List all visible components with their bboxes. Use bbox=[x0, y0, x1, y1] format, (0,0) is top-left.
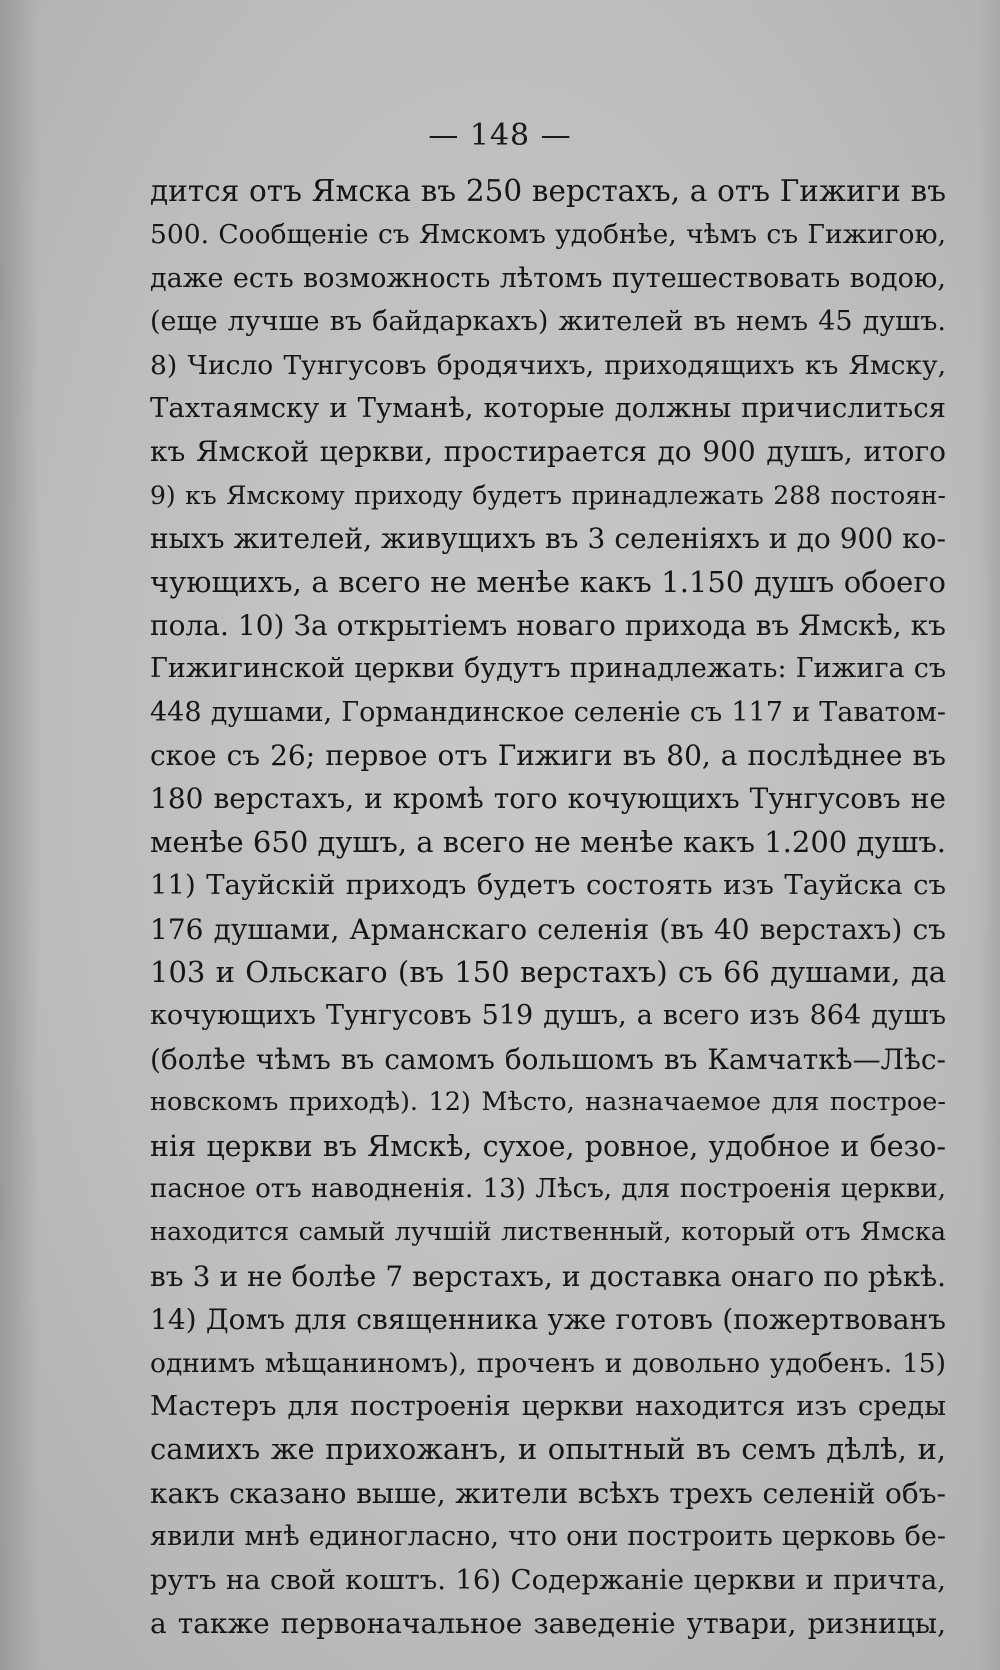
text-line: (еще лучше въ байдаркахъ) жителей въ немъ 45 душъ. bbox=[150, 306, 946, 338]
text-line: 8) Число Тунгусовъ бродячихъ, приходящихъ къ Ямску, bbox=[150, 349, 946, 381]
text-line: Гижигинской церкви будутъ принадлежать: Гижига съ bbox=[150, 653, 946, 685]
text-line: ское съ 26; первое отъ Гижиги въ 80, а послѣднее въ bbox=[150, 739, 946, 773]
text-line: къ Ямской церкви, простирается до 900 душъ, итого bbox=[150, 435, 946, 469]
text-line: даже есть возможность лѣтомъ путешествовать водою, bbox=[150, 262, 946, 294]
text-line: дится отъ Ямска въ 250 верстахъ, а отъ Гижиги въ bbox=[150, 174, 946, 208]
text-line: а также первоначальное заведеніе утвари, ризницы, bbox=[150, 1606, 946, 1640]
text-line: 500. Сообщеніе съ Ямскомъ удобнѣе, чѣмъ съ Гижигою, bbox=[150, 219, 946, 251]
text-line: 9) къ Ямскому приходу будетъ принадлежать 288 постоян- bbox=[150, 480, 946, 510]
page-edge-shadow bbox=[978, 0, 1000, 1670]
text-line: пола. 10) За открытіемъ новаго прихода въ Ямскѣ, къ bbox=[150, 608, 946, 642]
text-line: 103 и Ольскаго (въ 150 верстахъ) съ 66 душами, да bbox=[150, 955, 946, 990]
text-line: явили мнѣ единогласно, что они построить церковь бе- bbox=[150, 1521, 946, 1553]
text-line: 14) Домъ для священника уже готовъ (пожертвованъ bbox=[150, 1303, 946, 1337]
text-line: 176 душами, Арманскаго селенія (въ 40 верстахъ) съ bbox=[150, 912, 946, 946]
text-line: нія церкви въ Ямскѣ, сухое, ровное, удобное и безо- bbox=[150, 1129, 946, 1163]
text-line: рутъ на свой коштъ. 16) Содержаніе церкви и причта, bbox=[150, 1563, 946, 1596]
text-line: (болѣе чѣмъ въ самомъ большомъ въ Камчаткѣ—Лѣс- bbox=[150, 1042, 946, 1076]
text-line: находится самый лучшій лиственный, который отъ Ямска bbox=[150, 1217, 946, 1248]
text-line: самихъ же прихожанъ, и опытный въ семъ дѣлѣ, и, bbox=[150, 1432, 946, 1467]
text-line: 448 душами, Гормандинское селеніе съ 117 и Таватом- bbox=[150, 696, 946, 728]
text-line: ныхъ жителей, живущихъ въ 3 селеніяхъ и до 900 ко- bbox=[150, 522, 946, 556]
text-line: въ 3 и не болѣе 7 верстахъ, и доставка онаго по рѣкѣ. bbox=[150, 1259, 946, 1293]
text-line: пасное отъ наводненія. 13) Лѣсъ, для построенія церкви, bbox=[150, 1173, 946, 1204]
text-line: менѣе 650 душъ, а всего не менѣе какъ 1.200 душъ. bbox=[150, 824, 946, 859]
body-text bbox=[150, 170, 946, 1645]
text-line: 11) Тауйскій приходъ будетъ состоять изъ Тауйска съ bbox=[150, 869, 946, 902]
page-number: — 148 — bbox=[428, 118, 572, 153]
text-line: Мастеръ для построенія церкви находится изъ среды bbox=[150, 1389, 946, 1422]
text-line: кочующихъ Тунгусовъ 519 душъ, а всего изъ 864 душъ bbox=[150, 1000, 946, 1032]
text-line: новскомъ приходѣ). 12) Мѣсто, назначаемое для построе- bbox=[150, 1087, 946, 1118]
text-line: чующихъ, а всего не менѣе какъ 1.150 душъ обоего bbox=[150, 564, 946, 599]
text-line: 180 верстахъ, и кромѣ того кочующихъ Тунгусовъ не bbox=[150, 782, 946, 816]
text-line: какъ сказано выше, жители всѣхъ трехъ селеній объ- bbox=[150, 1476, 946, 1510]
text-line: однимъ мѣщаниномъ), проченъ и довольно удобенъ. 15) bbox=[150, 1347, 946, 1379]
page-gutter-shadow bbox=[0, 0, 40, 1670]
text-line: Тахтаямску и Туманѣ, которые должны причислиться bbox=[150, 391, 946, 424]
